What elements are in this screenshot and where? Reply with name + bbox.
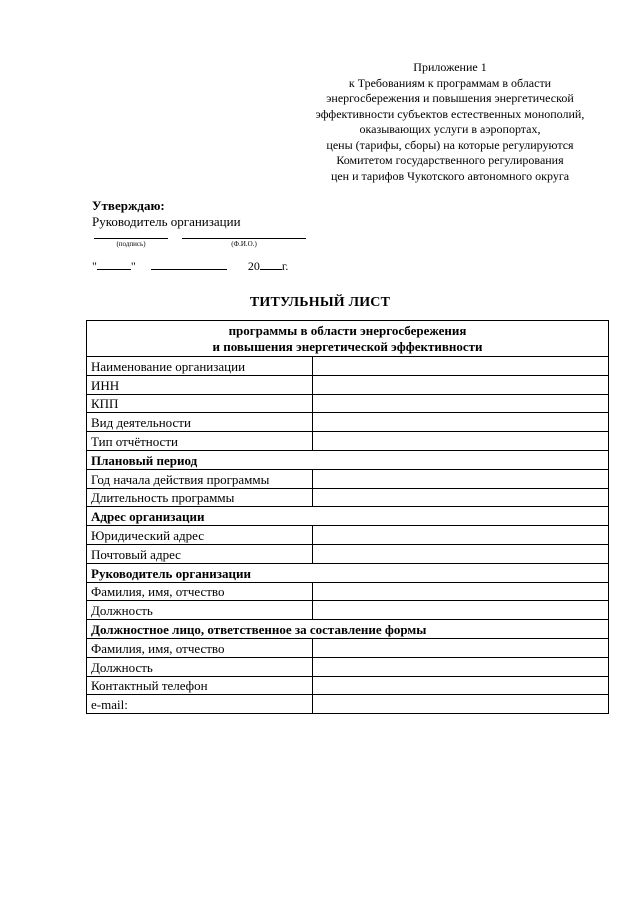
field-label: Вид деятельности: [87, 413, 313, 432]
title-sheet-table: [86, 320, 609, 714]
field-label: Должность: [87, 601, 313, 620]
month-blank[interactable]: [151, 258, 227, 270]
appendix-line: энергосбережения и повышения энергетической: [326, 91, 574, 105]
appendix-line: Комитетом государственного регулирования: [336, 153, 564, 167]
field-label: Почтовый адрес: [87, 544, 313, 563]
name-line[interactable]: [182, 238, 306, 239]
field-value-cell[interactable]: [313, 695, 609, 714]
field-value-cell[interactable]: [313, 413, 609, 432]
section-row: [87, 620, 609, 639]
field-label: Тип отчётности: [87, 432, 313, 451]
section-heading: Плановый период: [87, 450, 609, 469]
appendix-line: Приложение 1: [413, 60, 487, 74]
field-label: Год начала действия программы: [87, 469, 313, 488]
field-value-cell[interactable]: [313, 375, 609, 394]
table-header-line: и повышения энергетической эффективности: [212, 339, 483, 354]
date-row: [92, 258, 288, 273]
page-title: ТИТУЛЬНЫЙ ЛИСТ: [249, 295, 391, 310]
approval-subtitle: Руководитель организации: [92, 214, 241, 229]
field-label: Фамилия, имя, отчество: [87, 638, 313, 657]
table-row: [87, 657, 609, 676]
appendix-line: цен и тарифов Чукотского автономного округа: [330, 168, 570, 183]
field-value-cell[interactable]: [313, 676, 609, 695]
table-row: [87, 413, 609, 432]
field-label: Длительность программы: [87, 488, 313, 507]
field-value-cell[interactable]: [313, 582, 609, 601]
table-row: [87, 544, 609, 563]
section-heading: Руководитель организации: [87, 563, 609, 582]
name-caption: (Ф.И.О.): [231, 240, 257, 248]
table-header-line: программы в области энергосбережения: [228, 323, 467, 338]
field-label: Фамилия, имя, отчество: [87, 582, 313, 601]
appendix-line: цены (тарифы, сборы) на которые регулируются: [326, 137, 574, 152]
field-label: Наименование организации: [87, 357, 313, 376]
table-header-row: [87, 321, 609, 357]
appendix-block: [300, 60, 600, 184]
field-label: Контактный телефон: [87, 676, 313, 695]
table-header: [87, 321, 609, 357]
signature-row: [92, 230, 322, 250]
date-quote-open: ": [92, 259, 97, 273]
field-value-cell[interactable]: [313, 544, 609, 563]
date-quote-close: ": [130, 259, 136, 273]
table-row: [87, 432, 609, 451]
approval-title: Утверждаю:: [92, 198, 165, 213]
table-row: [87, 394, 609, 413]
field-label: Юридический адрес: [87, 526, 313, 545]
table-row: [87, 601, 609, 620]
year-prefix: 20: [247, 259, 260, 273]
field-label: ИНН: [87, 375, 313, 394]
field-value-cell[interactable]: [313, 432, 609, 451]
signature-caption: (подпись): [116, 240, 146, 248]
appendix-line: к Требованиям к программам в области: [348, 75, 552, 90]
section-heading: Должностное лицо, ответственное за составление формы: [87, 620, 609, 639]
year-blank[interactable]: [260, 258, 282, 270]
field-value-cell[interactable]: [313, 526, 609, 545]
year-suffix: г.: [281, 259, 289, 273]
field-value-cell[interactable]: [313, 394, 609, 413]
section-heading: Адрес организации: [87, 507, 609, 526]
table-row: [87, 695, 609, 714]
field-label: e-mail:: [87, 695, 313, 714]
section-row: [87, 450, 609, 469]
field-value-cell[interactable]: [313, 657, 609, 676]
field-value-cell[interactable]: [313, 638, 609, 657]
section-row: [87, 507, 609, 526]
table-row: [87, 582, 609, 601]
field-label: КПП: [87, 394, 313, 413]
appendix-line: оказывающих услуги в аэропортах,: [359, 122, 541, 136]
table-row: [87, 357, 609, 376]
field-value-cell[interactable]: [313, 469, 609, 488]
field-label: Должность: [87, 657, 313, 676]
table-row: [87, 638, 609, 657]
table-row: [87, 526, 609, 545]
field-value-cell[interactable]: [313, 357, 609, 376]
field-value-cell[interactable]: [313, 488, 609, 507]
signature-line[interactable]: [94, 238, 168, 239]
table-row: [87, 375, 609, 394]
approval-block: [92, 198, 241, 230]
day-blank[interactable]: [97, 258, 131, 270]
table-row: [87, 676, 609, 695]
table-row: [87, 469, 609, 488]
table-row: [87, 488, 609, 507]
section-row: [87, 563, 609, 582]
appendix-line: эффективности субъектов естественных монополий,: [315, 106, 585, 121]
field-value-cell[interactable]: [313, 601, 609, 620]
